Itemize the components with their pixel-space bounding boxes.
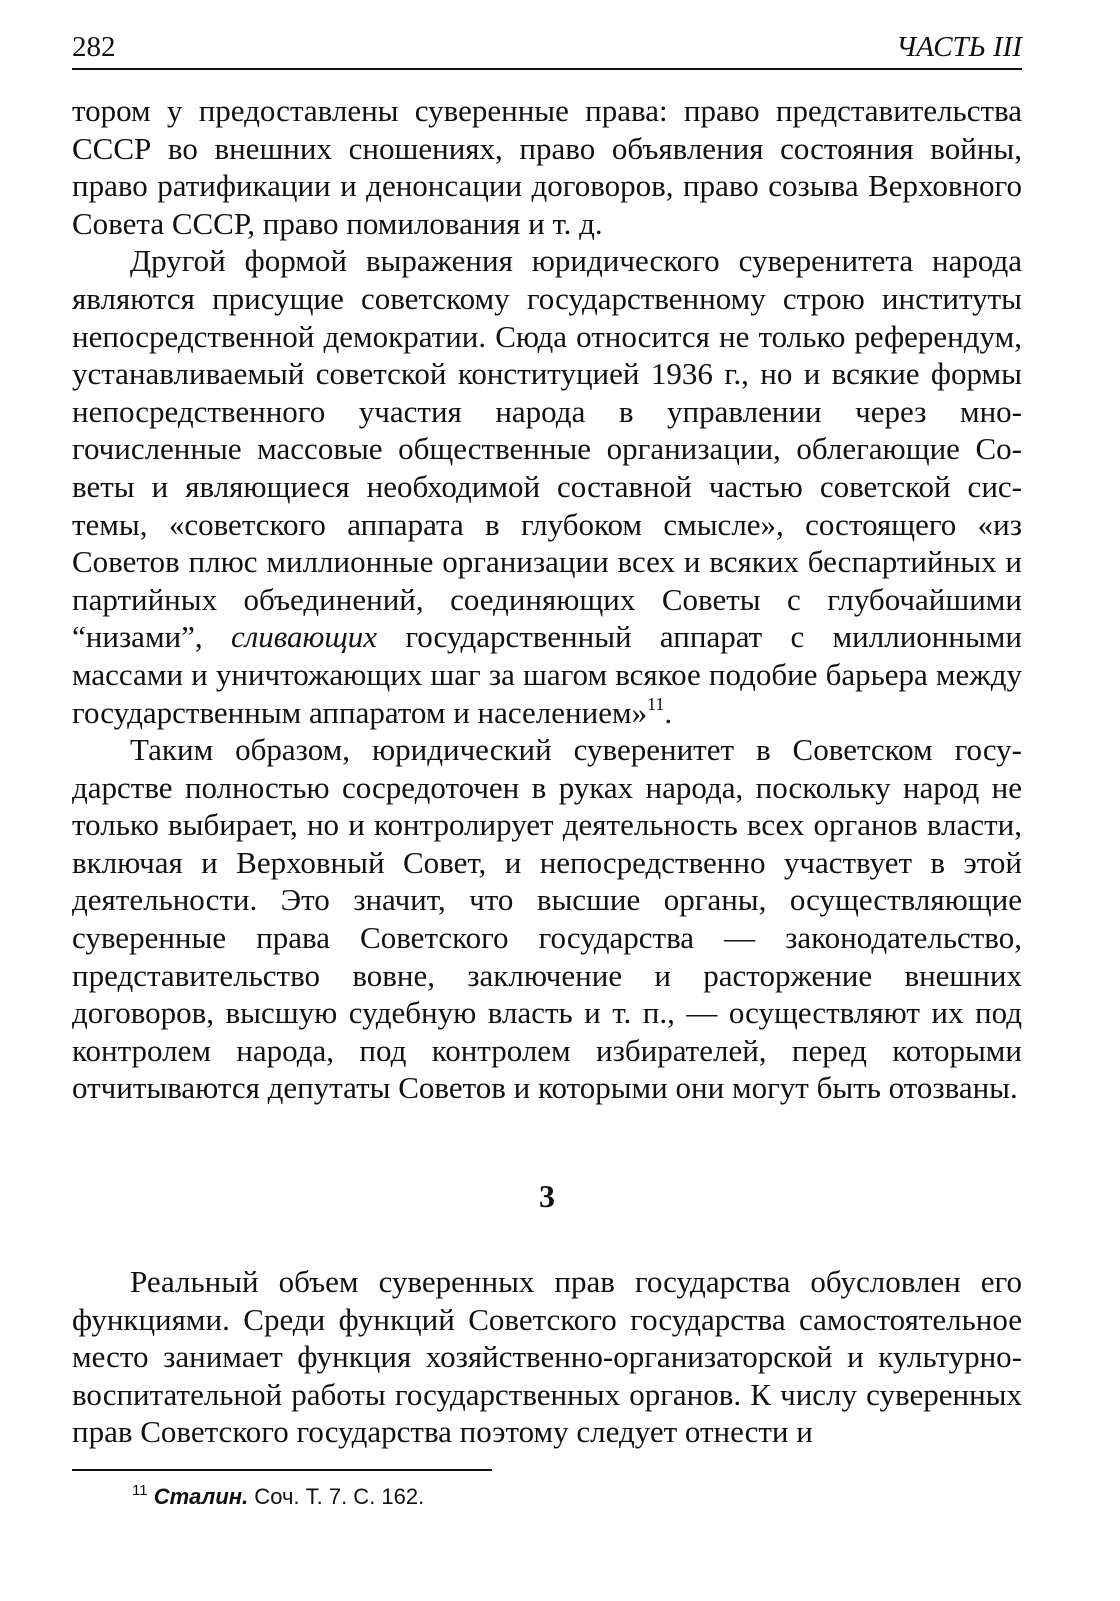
- footnote: [72, 1483, 1022, 1511]
- section-number: 3: [539, 1178, 555, 1215]
- running-header: [72, 30, 1022, 70]
- paragraph-2-end: .: [664, 694, 673, 730]
- paragraph-1: тором у предоставлены суверенные права: право представительства СССР во внешних сношениях, право объявления состояния войны, право ратификации и денонсации договоров, право созыва Верховного Совета СССР, право помилования и т. д.: [72, 93, 1022, 241]
- paragraph-4: Реальный объем суверенных прав государства обусловлен его функциями. Среди функций Советского государства самостоятельное место занимает функция хозяйственно-организаторской и культурно-воспитательной работы государственных органов. К числу суверенных прав Советского государства поэтому следует отнести и: [72, 1264, 1022, 1450]
- page-number: 282: [72, 31, 116, 63]
- paragraph-2-italic: сливающих: [230, 619, 378, 655]
- paragraph-2: [72, 242, 1022, 731]
- section-title: ЧАСТЬ III: [896, 31, 1022, 63]
- paragraph-2-text-b: государственный аппарат с миллионными массами и уничтожающих шаг за шагом всякое подобие барьера между государственным аппаратом и населением»: [72, 619, 1023, 730]
- book-page: [72, 30, 1022, 1511]
- footnote-divider: [72, 1469, 492, 1471]
- footnote-text: Соч. Т. 7. С. 162.: [248, 1484, 425, 1509]
- paragraph-3: Таким образом, юридический суверенитет в Советском государстве полностью сосредоточен в руках народа, поскольку народ не только выбирает, но и контролирует деятельность всех органов власти, включая и Верховный Совет, и непосредственно участвует в этой деятельности. Это значит, что высшие органы, осуществляющие суверенные права Советского государства — законодательство, представительство вовне, заключение и расторжение внешних договоров, высшую судебную власть и т. п., — осуществляют их под контролем народа, под контролем избирателей, перед которыми отчитываются депутаты Советов и которыми они могут быть отозваны.: [72, 732, 1022, 1106]
- body-text: [72, 92, 1022, 1451]
- paragraph-2-text-a: Другой формой выражения юридического суверенитета народа являются присущие советскому государственному строю институты непосредственной демократии. Сюда относится не только референдум, устанавливаемый советской конституцией 1936 г., но и всякие формы непосредственного участия народа в управлении через многочисленные массовые общественные организации, облегающие Советы и являющиеся необходимой составной частью советской системы, «советского аппарата в глубоком смысле», состоящего «из Советов плюс миллионные организации всех и всяких беспартийных и партийных объединений, соединяющих Советы с глубочайшими “низами”,: [72, 243, 1022, 655]
- footnote-number: 11: [132, 1482, 148, 1499]
- footnote-reference[interactable]: 11: [647, 693, 665, 714]
- footnote-author: Сталин.: [153, 1484, 249, 1509]
